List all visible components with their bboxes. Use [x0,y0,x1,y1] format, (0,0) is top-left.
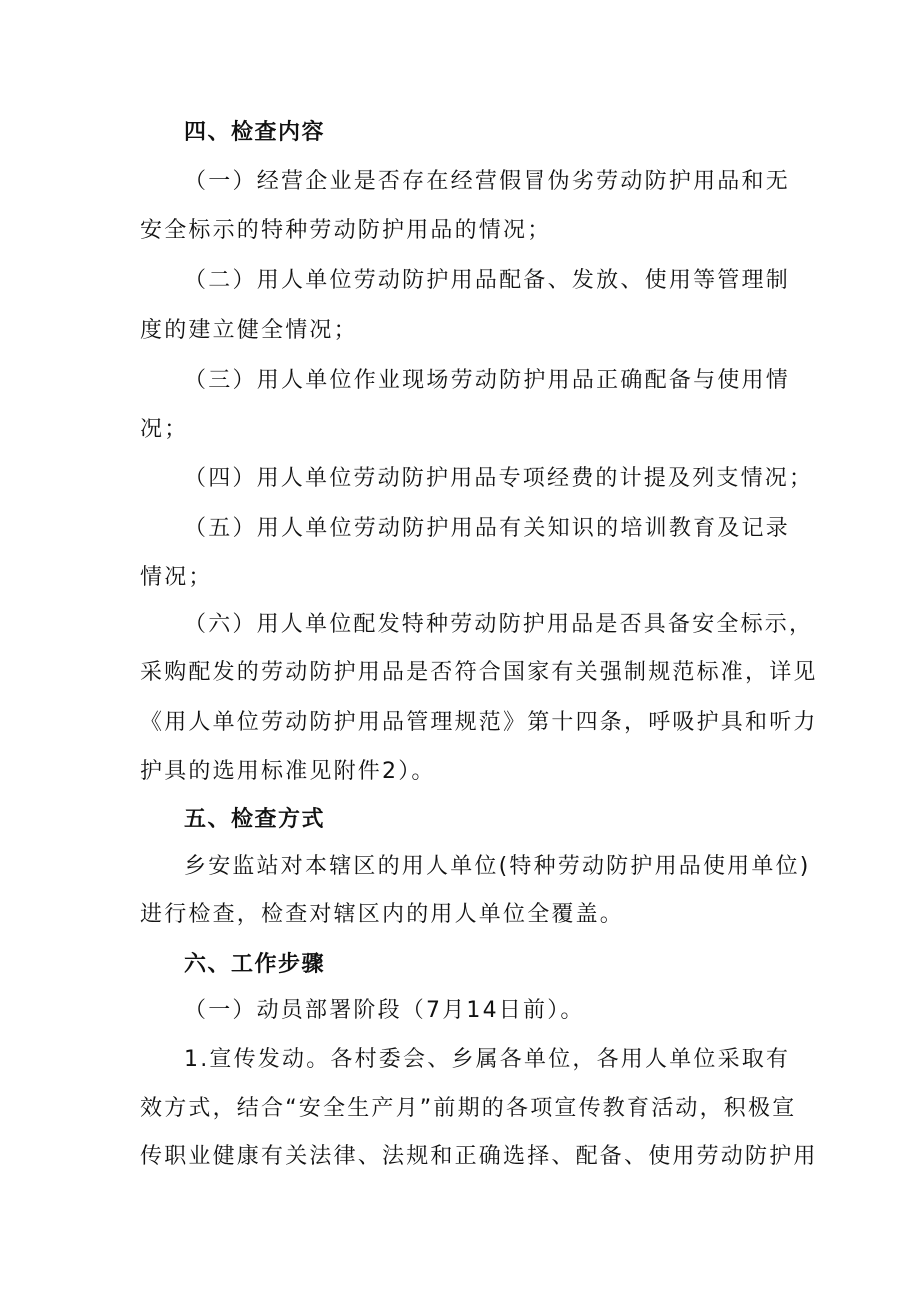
section-4-item-6-line-3: 《用人单位劳动防护用品管理规范》第十四条，呼吸护具和听力 [140,710,818,735]
section-4-item-3-line-1: （三）用人单位作业现场劳动防护用品正确配备与使用情 [184,368,790,393]
section-5-para-line-1: 乡安监站对本辖区的用人单位(特种劳动防护用品使用单位) [184,854,811,879]
section-6-stage-1: （一）动员部署阶段（7月14日前）。 [184,998,585,1023]
section-4-item-3-line-2: 况； [140,417,189,442]
section-4-heading: 四、检查内容 [184,120,326,145]
section-4-item-5-line-1: （五）用人单位劳动防护用品有关知识的培训教育及记录 [184,516,790,541]
section-6-step-1-line-2: 效方式，结合“安全生产月”前期的各项宣传教育活动，积极宣 [140,1096,797,1121]
section-4-item-6-line-2: 采购配发的劳动防护用品是否符合国家有关强制规范标准，详见 [140,660,818,685]
section-4-item-4-line-1: （四）用人单位劳动防护用品专项经费的计提及列支情况； [184,466,814,491]
section-5-para-line-2: 进行检查，检查对辖区内的用人单位全覆盖。 [140,902,625,927]
section-6-heading: 六、工作步骤 [184,952,326,977]
section-4-item-1-line-1: （一）经营企业是否存在经营假冒伪劣劳动防护用品和无 [184,169,790,194]
section-6-step-1-line-3: 传职业健康有关法律、法规和正确选择、配备、使用劳动防护用 [140,1144,818,1169]
section-4-item-6-line-1: （六）用人单位配发特种劳动防护用品是否具备安全标示， [184,612,814,637]
section-6-step-1-line-1: 1.宣传发动。各村委会、乡属各单位，各用人单位采取有 [184,1047,791,1072]
section-4-item-2-line-2: 度的建立健全情况； [140,318,358,343]
section-4-item-1-line-2: 安全标示的特种劳动防护用品的情况； [140,218,552,243]
section-4-item-5-line-2: 情况； [140,565,213,590]
section-4-item-2-line-1: （二）用人单位劳动防护用品配备、发放、使用等管理制 [184,268,790,293]
section-5-heading: 五、检查方式 [184,807,326,832]
section-4-item-6-line-4: 护具的选用标准见附件2）。 [140,759,436,784]
